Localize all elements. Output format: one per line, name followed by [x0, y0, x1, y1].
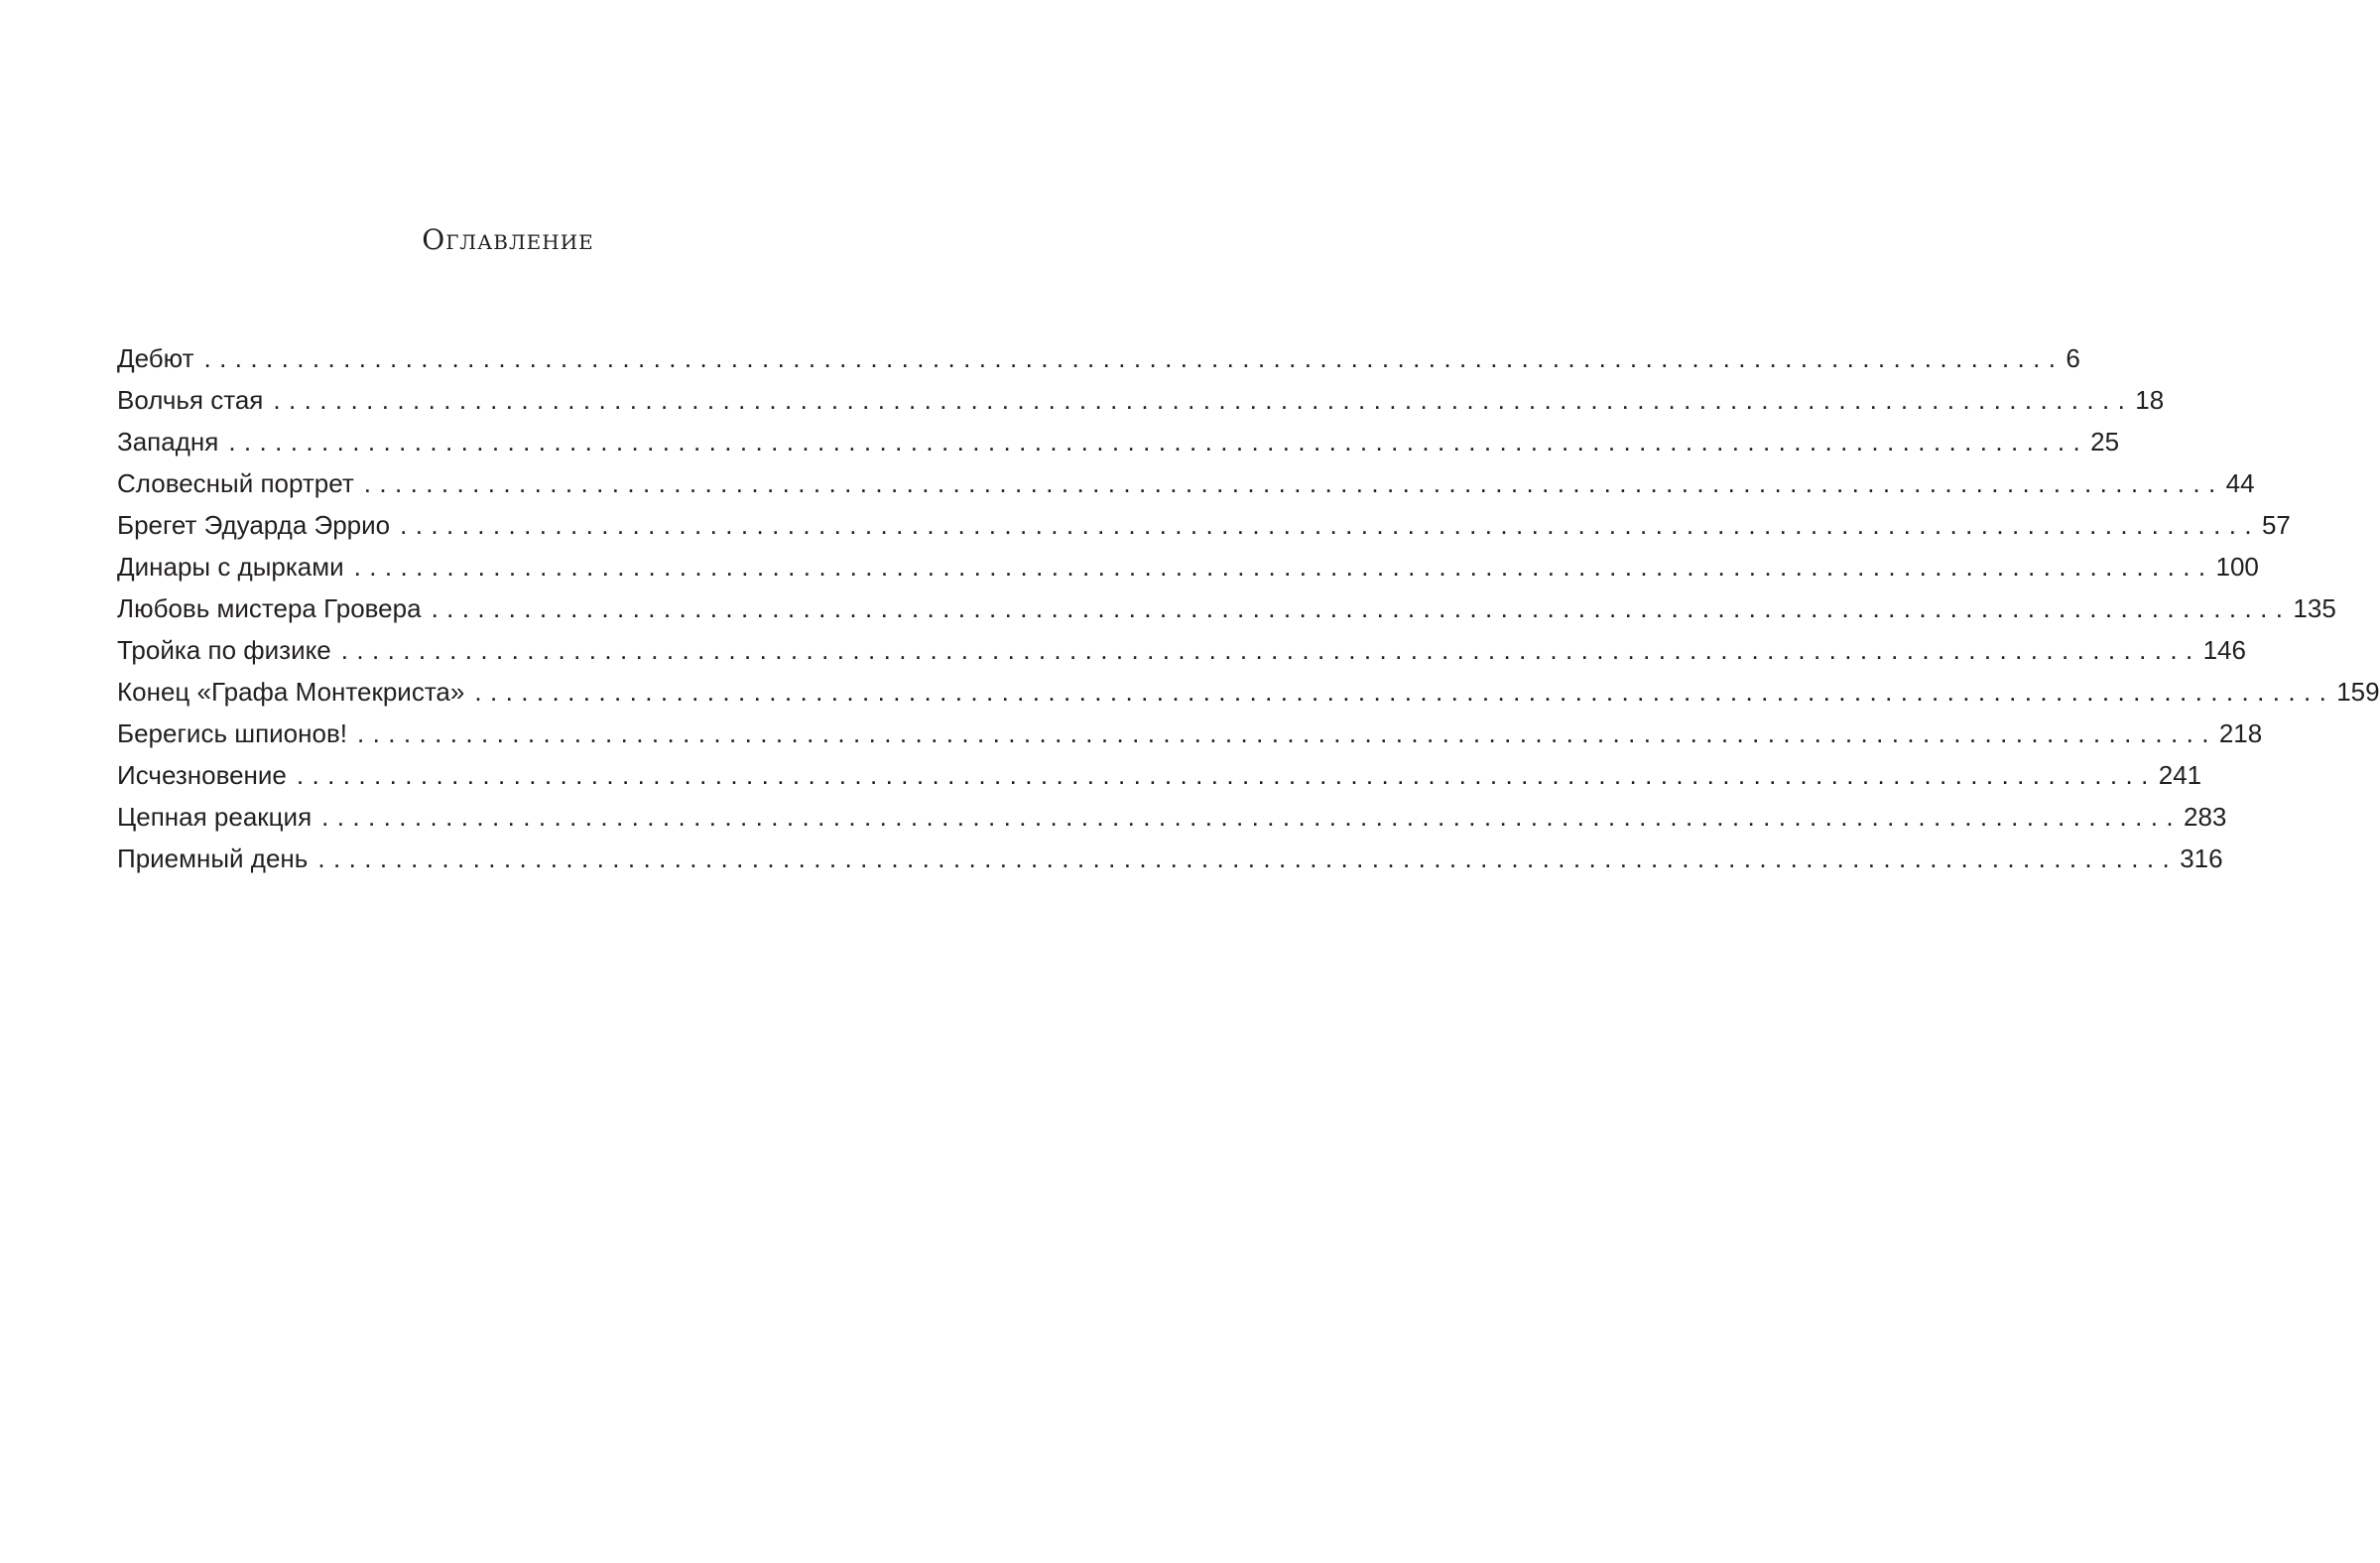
toc-entry-page: 25 [2090, 427, 2120, 456]
toc-entry [117, 379, 2165, 421]
toc-entry-page: 241 [2158, 760, 2202, 790]
toc-entry [117, 754, 2202, 796]
toc-entry-title: Конец «Графа Монтекриста» [117, 677, 465, 707]
toc-entry [117, 421, 2120, 462]
toc-list [117, 337, 2380, 879]
dot-leader: ........................................................................................................................ [228, 427, 2089, 456]
dot-leader: ........................................................................................................................ [203, 343, 2065, 373]
toc-entry-page: 135 [2293, 593, 2336, 623]
toc-entry-page: 44 [2225, 468, 2255, 498]
toc-entry-title: Словесный портрет [117, 468, 354, 498]
dot-leader: ........................................................................................................................ [340, 635, 2201, 665]
toc-entry-title: Волчья стая [117, 385, 264, 415]
toc-entry-title: Берегись шпионов! [117, 718, 347, 748]
toc-entry-title: Западня [117, 427, 219, 456]
toc-entry-page: 146 [2202, 635, 2246, 665]
toc-entry-title: Дебют [117, 343, 194, 373]
dot-leader: ........................................................................................................................ [296, 760, 2157, 790]
toc-entry-title: Тройка по физике [117, 635, 331, 665]
toc-entry [117, 629, 2246, 671]
toc-entry [117, 504, 2291, 546]
toc-entry [117, 671, 2380, 713]
toc-entry [117, 337, 2080, 379]
toc-entry [117, 546, 2259, 587]
toc-entry-page: 283 [2184, 802, 2227, 832]
toc-entry-title: Брегет Эдуарда Эррио [117, 510, 391, 540]
toc-entry-page: 100 [2215, 552, 2259, 582]
dot-leader: ........................................................................................................................ [357, 718, 2217, 748]
toc-entry [117, 838, 2223, 879]
toc-entry-title: Исчезновение [117, 760, 287, 790]
toc-entry-title: Динары с дырками [117, 552, 344, 582]
toc-entry-page: 218 [2218, 718, 2263, 748]
toc-entry-page: 159 [2336, 677, 2380, 707]
dot-leader: ........................................................................................................................ [273, 385, 2134, 415]
toc-entry-title: Приемный день [117, 844, 309, 873]
toc-entry [117, 796, 2227, 838]
dot-leader: ........................................................................................................................ [474, 677, 2335, 707]
toc-entry [117, 462, 2255, 504]
dot-leader: ........................................................................................................................ [353, 552, 2214, 582]
dot-leader: ........................................................................................................................ [400, 510, 2260, 540]
toc-entry [117, 587, 2336, 629]
toc-entry [117, 713, 2263, 754]
toc-heading: Оглавление [422, 223, 594, 256]
dot-leader: ........................................................................................................................ [321, 802, 2182, 832]
toc-entry-page: 18 [2135, 385, 2165, 415]
dot-leader: ........................................................................................................................ [363, 468, 2224, 498]
toc-entry-title: Цепная реакция [117, 802, 313, 832]
toc-entry-page: 6 [2066, 343, 2080, 373]
toc-entry-page: 316 [2180, 844, 2223, 873]
dot-leader: ........................................................................................................................ [431, 593, 2292, 623]
toc-entry-title: Любовь мистера Гровера [117, 593, 422, 623]
toc-entry-page: 57 [2261, 510, 2291, 540]
dot-leader: ........................................................................................................................ [317, 844, 2179, 873]
